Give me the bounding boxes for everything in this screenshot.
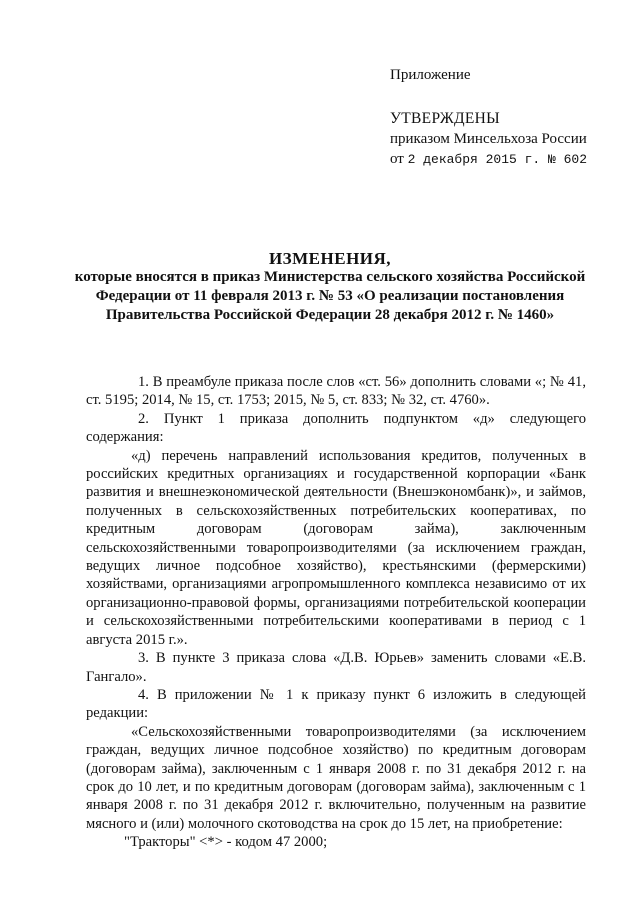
order-date-line [390,150,587,169]
paragraph-4-new-text: «Сельскохозяйственными товаропроизводителями (за исключением граждан, ведущих личное подсобное хозяйство) по кредитным договорам (договорам займа), заключенным с 1 января 2008 г. по 31 декабря 2012 г. на срок до 10 лет, и по кредитным договорам (договорам займа), заключенным с 1 января 2008 г. по 31 декабря 2012 г. включительно, полученным на развитие мясного и (или) молочного скотоводства на срок до 15 лет, на приобретение: [86,723,586,832]
appendix-label: Приложение [390,67,471,83]
approved-by-order: приказом Минсельхоза России [390,131,587,147]
document-title: ИЗМЕНЕНИЯ, [268,249,392,268]
document-body [86,373,586,852]
paragraph-4-list-item: "Тракторы" <*> - кодом 47 2000; [124,834,328,851]
order-date-number: 2 декабря 2015 г. № 602 [407,152,588,167]
paragraph-4: 4. В приложении № 1 к приказу пункт 6 изложить в следующей редакции: [86,686,586,722]
paragraph-1: 1. В преамбуле приказа после слов «ст. 56» дополнить словами «; № 41, ст. 5195; 2014, № 15, ст. 1753; 2015, № 5, ст. 833; № 32, ст. 4760». [86,374,586,409]
paragraph-2-subitem-d: «д) перечень направлений использования кредитов, полученных в российских кредитных организациях и государственной корпорации «Банк развития и внешнеэкономической деятельности (Внешэкономбанк)», и займов, полученных в сельскохозяйственных потребительских кооперативах, по кредитным договорам (договорам займа), заключенным сельскохозяйственными товаропроизводителями (за исключением граждан, ведущих личное подсобное хозяйство), крестьянскими (фермерскими) хозяйствами, организациями агропромышленного комплекса независимо от их организационно-правовой формы, организациями потребительской кооперации и сельскохозяйственными потребительскими кооперативами в период с 1 августа 2015 г.». [86,447,586,648]
paragraph-2: 2. Пункт 1 приказа дополнить подпунктом «д» следующего содержания: [86,410,586,446]
approved-label: УТВЕРЖДЕНЫ [390,110,500,127]
paragraph-3: 3. В пункте 3 приказа слова «Д.В. Юрьев» заменить словами «Е.В. Гангало». [86,650,586,685]
date-prefix: от [390,151,404,167]
document-subtitle: которые вносятся в приказ Министерства сельского хозяйства Российской Федерации от 11 февраля 2013 г. № 53 «О реализации постановления Правительства Российской Федерации 28 декабря 2012 г. № 1460» [74,269,586,323]
